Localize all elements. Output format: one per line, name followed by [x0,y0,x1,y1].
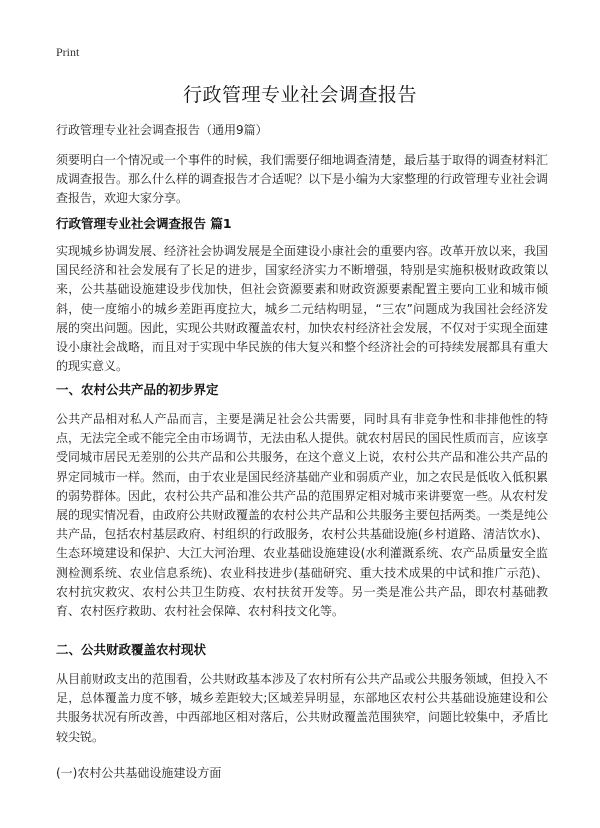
sub-heading-infrastructure: (一)农村公共基础设施建设方面 [56,766,222,780]
section-title: 行政管理专业社会调查报告 篇1 [56,216,232,231]
print-link[interactable]: Print [56,45,80,59]
intro-paragraph: 须要明白一个情况或一个事件的时候，我们需要仔细地调查清楚，最后基于取得的调查材料汇成调查报告。那么什么样的调查报告才合适呢？以下是小编为大家整理的行政管理专业社会调查报告，欢迎大家分享。 [56,153,549,206]
document-title: 行政管理专业社会调查报告 [182,84,417,106]
document-subtitle: 行政管理专业社会调查报告（通用9篇） [56,123,268,137]
section-paragraph: 实现城乡协调发展、经济社会协调发展是全面建设小康社会的重要内容。改革开放以来，我国国民经济和社会发展有了长足的进步，国家经济实力不断增强，特别是实施积极财政政策以来，公共基础设施建设步伐加快，但社会资源要素和财政资源要素配置主要向工业和城市倾斜，使一度缩小的城乡差距再度拉大，城乡二元结构明显，“三农”问题成为我国社会经济发展的突出问题。因此，实现公共财政覆盖农村，加快农村经济社会发展，不仅对于实现全面建设小康社会战略，而且对于实现中华民族的伟大复兴和整个经济社会的可持续发展都具有重大的现实意义。 [56,244,549,374]
heading-fiscal-coverage: 二、公共财政覆盖农村现状 [56,642,207,657]
paragraph-fiscal-coverage: 从目前财政支出的范围看，公共财政基本涉及了农村所有公共产品或公共服务领域，但投入不足，总体覆盖力度不够，城乡差距较大;区域差异明显，东部地区农村公共基础设施建设和公共服务状况有所改善，中西部地区相对落后，公共财政覆盖范围狭窄，问题比较集中，矛盾比较尖锐。 [56,672,549,744]
paragraph-rural-public-goods: 公共产品相对私人产品而言，主要是满足社会公共需要，同时具有非竞争性和非排他性的特点，无法完全或不能完全由市场调节，无法由私人提供。就农村居民的国民性质而言，应该享受同城市居民无差别的公共产品和公共服务，在这个意义上说，农村公共产品和准公共产品的界定同城市一样。然而，由于农业是国民经济基础产业和弱质产业，加之农民是低收入低积累的弱势群体。因此，农村公共产品和准公共产品的范围界定相对城市来讲要宽一些。从农村发展的现实情况看，由政府公共财政覆盖的农村公共产品和公共服务主要包括两类。一类是纯公共产品，包括农村基层政府、村组织的行政服务，农村公共基础设施(乡村道路、清洁饮水)、生态环境建设和保护、大江大河治理、农业基础设施建设(水利灌溉系统、农产品质量安全监测检测系统、农业信息系统)、农业科技进步(基础研究、重大技术成果的中试和推广示范)、农村抗灾救灾、农村公共卫生防疫、农村扶贫开发等。另一类是准公共产品，即农村基础教育、农村医疗救助、农村社会保障、农村科技文化等。 [56,412,549,619]
heading-rural-public-goods: 一、农村公共产品的初步界定 [56,382,219,397]
